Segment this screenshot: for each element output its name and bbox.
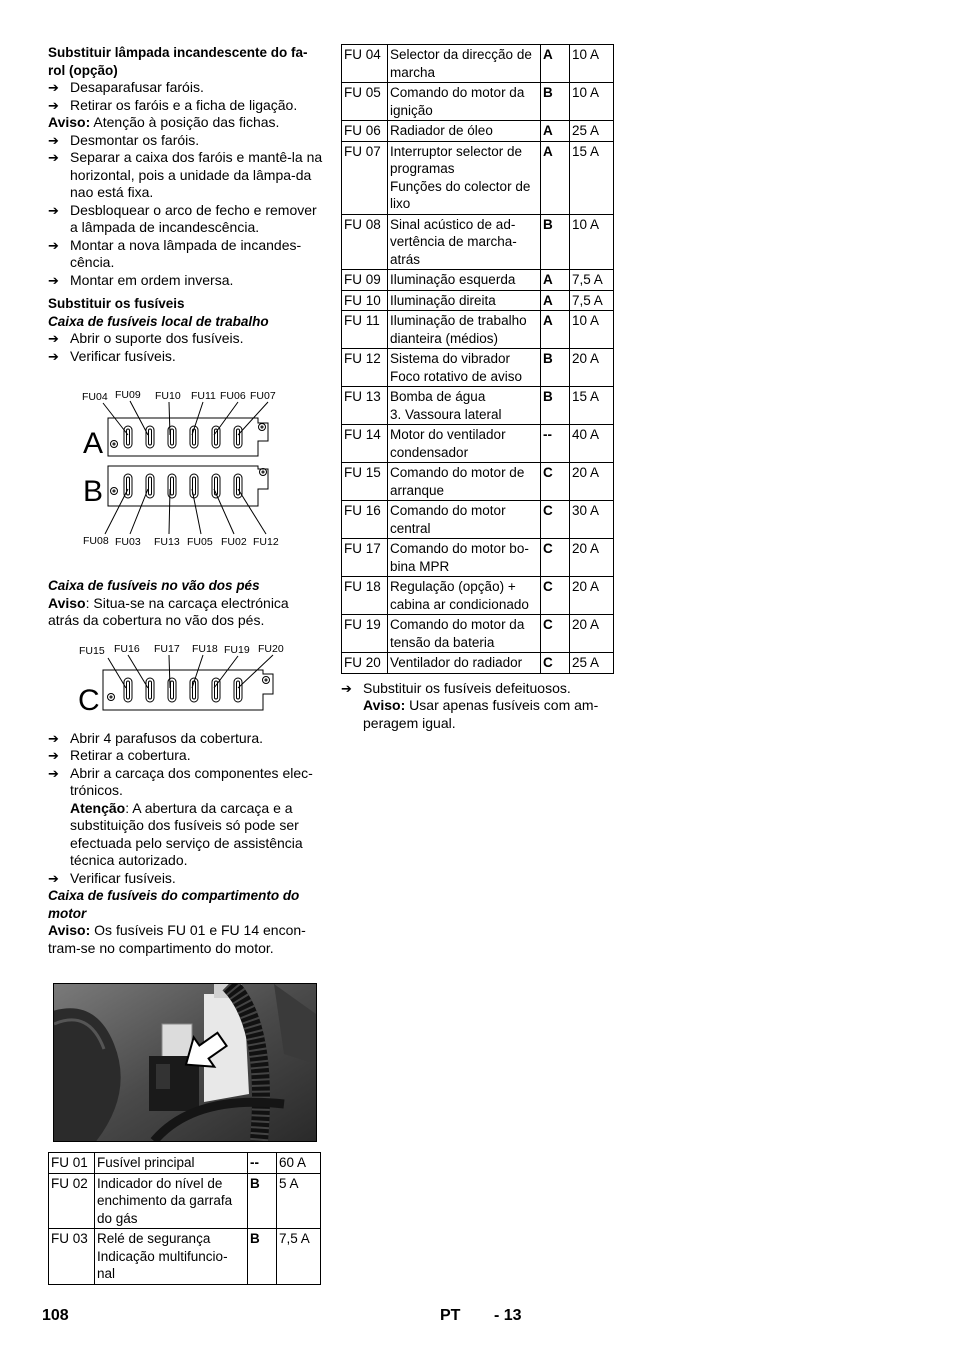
step-item: ➔ Verificar fusíveis. [48, 869, 176, 886]
cell-desc: Iluminação direita [388, 290, 541, 311]
table-row [342, 214, 614, 270]
cell-desc: Bomba de água 3. Vassoura lateral [388, 387, 541, 425]
cell-box: C [541, 615, 570, 653]
cell-box: B [541, 387, 570, 425]
cell-amp: 20 A [570, 577, 614, 615]
cell-id: FU 12 [342, 349, 388, 387]
cell-amp: 10 A [570, 45, 614, 83]
label-fu16: FU16 [114, 642, 140, 655]
cell-desc: Comando do motor bo-bina MPR [388, 539, 541, 577]
cell-id: FU 16 [342, 501, 388, 539]
fuse-slot-inner [127, 429, 130, 445]
cell-amp: 5 A [277, 1173, 321, 1229]
cell-amp: 25 A [570, 121, 614, 142]
label-fu09: FU09 [115, 389, 141, 401]
label-fu18: FU18 [192, 642, 218, 655]
fuse-table-left [48, 1152, 321, 1285]
fusebox-ab-diagram [48, 371, 323, 561]
fuse-slot-inner [171, 477, 174, 495]
section-title-fuses: Substituir os fusíveis [48, 296, 185, 311]
cell-box: A [541, 270, 570, 291]
table-row [49, 1229, 321, 1285]
cell-id: FU 10 [342, 290, 388, 311]
step-item: ➔ Retirar os faróis e a ficha de ligação. [48, 96, 298, 113]
table-row [342, 501, 614, 539]
arrow-right-icon: ➔ [48, 150, 59, 165]
label-fu19: FU19 [224, 643, 250, 656]
cell-box: A [541, 45, 570, 83]
label-fu06: FU06 [220, 390, 246, 402]
fuse-slot-inner [193, 477, 196, 495]
fusebox-c-outline [103, 670, 273, 710]
fuse-slot [168, 474, 176, 498]
cell-box: A [541, 121, 570, 142]
cell-desc: Regulação (opção) + cabina ar condicionado [388, 577, 541, 615]
cell-box: C [541, 463, 570, 501]
cell-box: A [541, 311, 570, 349]
cell-desc: Relé de segurança Indicação multifuncio-nal [95, 1229, 248, 1285]
label-fu08: FU08 [83, 535, 109, 547]
language-code: PT [440, 1307, 461, 1324]
arrow-right-icon: ➔ [48, 237, 59, 253]
label-fu05: FU05 [187, 536, 213, 548]
step-item: ➔ Montar em ordem inversa. [48, 271, 234, 288]
cell-desc: Iluminação de trabalho dianteira (médios) [388, 311, 541, 349]
cell-amp: 10 A [570, 311, 614, 349]
cell-id: FU 17 [342, 539, 388, 577]
table-row [342, 311, 614, 349]
cell-id: FU 07 [342, 141, 388, 214]
cell-box: C [541, 539, 570, 577]
label-fu02: FU02 [221, 536, 247, 548]
cell-amp: 30 A [570, 501, 614, 539]
fuse-slot [234, 678, 242, 702]
cell-box: -- [541, 425, 570, 463]
cell-id: FU 01 [49, 1153, 95, 1174]
headlamp-steps [48, 79, 323, 114]
cell-desc: Fusível principal [95, 1153, 248, 1174]
table-row [342, 45, 614, 83]
table-row [342, 290, 614, 311]
subsection-engine-fusebox: Caixa de fusíveis do compartimento do motor [48, 888, 300, 921]
arrow-right-icon: ➔ [48, 132, 59, 148]
fuse-slot [190, 474, 198, 498]
cell-id: FU 11 [342, 311, 388, 349]
cell-amp: 40 A [570, 425, 614, 463]
cell-desc: Sinal acústico de ad-vertência de marcha-atrás [388, 214, 541, 270]
cell-id: FU 19 [342, 615, 388, 653]
fusebox-c-diagram [48, 630, 323, 730]
footwell-steps-2 [48, 870, 323, 888]
cell-box: C [541, 653, 570, 674]
cell-box: B [541, 83, 570, 121]
cell-desc: Comando do motor central [388, 501, 541, 539]
label-fu10: FU10 [155, 390, 181, 402]
table-row [49, 1153, 321, 1174]
letter-b: B [83, 475, 104, 508]
fuse-slot-inner [237, 429, 240, 445]
fuse-slot [124, 678, 132, 702]
table-row [342, 615, 614, 653]
fuse-slot [168, 678, 176, 702]
cell-id: FU 14 [342, 425, 388, 463]
cell-amp: 20 A [570, 463, 614, 501]
cell-id: FU 18 [342, 577, 388, 615]
left-column [48, 44, 323, 957]
cell-desc: Iluminação esquerda [388, 270, 541, 291]
subsection-footwell-fusebox: Caixa de fusíveis no vão dos pés [48, 578, 260, 593]
step-item: ➔ Abrir 4 parafusos da cobertura. [48, 729, 263, 746]
arrow-right-icon: ➔ [48, 765, 59, 781]
fuse-slot [146, 678, 154, 702]
cell-id: FU 15 [342, 463, 388, 501]
cell-amp: 60 A [277, 1153, 321, 1174]
table-row [342, 121, 614, 142]
step-item: ➔ Verificar fusíveis. [48, 347, 176, 364]
cell-amp: 25 A [570, 653, 614, 674]
step-item: ➔ Abrir a carcaça dos componentes elec-trónicos. [48, 764, 313, 798]
fuse-slot-inner [171, 681, 174, 699]
label-fu17: FU17 [154, 642, 180, 655]
fuse-slot-inner [215, 681, 218, 699]
cell-box: B [541, 349, 570, 387]
footwell-steps [48, 730, 323, 800]
table-row [342, 653, 614, 674]
label-fu03: FU03 [115, 536, 141, 548]
arrow-right-icon: ➔ [341, 680, 352, 696]
work-fusebox-steps [48, 330, 323, 365]
cell-id: FU 03 [49, 1229, 95, 1285]
cell-amp: 10 A [570, 83, 614, 121]
cell-amp: 20 A [570, 539, 614, 577]
cell-id: FU 02 [49, 1173, 95, 1229]
arrow-right-icon: ➔ [48, 748, 59, 763]
table-row [342, 83, 614, 121]
cell-amp: 10 A [570, 214, 614, 270]
letter-a: A [83, 427, 104, 460]
fuse-slot [146, 474, 154, 498]
table-row [342, 141, 614, 214]
fuse-slot-inner [149, 681, 152, 699]
cell-box: C [541, 501, 570, 539]
replace-step: ➔ Substituir os fusíveis defeituosos. [341, 679, 571, 696]
arrow-right-icon: ➔ [48, 202, 59, 218]
fuse-slot-inner [193, 429, 196, 445]
cell-id: FU 13 [342, 387, 388, 425]
cell-desc: Comando do motor da ignição [388, 83, 541, 121]
arrow-right-icon: ➔ [48, 97, 59, 113]
cell-box: A [541, 290, 570, 311]
cell-id: FU 06 [342, 121, 388, 142]
headlamp-steps-2 [48, 132, 323, 290]
table-row [342, 539, 614, 577]
fuse-slot-inner [127, 681, 130, 699]
cell-box: C [541, 577, 570, 615]
fuse-slot-inner [193, 681, 196, 699]
cell-id: FU 05 [342, 83, 388, 121]
engine-note: Aviso: Os fusíveis FU 01 e FU 14 encon-tram-se no compartimento do motor. [48, 922, 306, 956]
step-item: ➔ Desbloquear o arco de fecho e remover a lâmpada de incandescência. [48, 201, 317, 235]
replace-note: Aviso: Usar apenas fusíveis com am-peragem igual. [363, 697, 599, 731]
arrow-right-icon: ➔ [48, 730, 59, 746]
cell-id: FU 04 [342, 45, 388, 83]
cell-amp: 15 A [570, 387, 614, 425]
step-item: ➔ Desmontar os faróis. [48, 131, 200, 148]
cell-desc: Comando do motor de arranque [388, 463, 541, 501]
cell-desc: Radiador de óleo [388, 121, 541, 142]
step-item: ➔ Desaparafusar faróis. [48, 79, 204, 95]
step-item: ➔ Montar a nova lâmpada de incandes-cência. [48, 236, 302, 270]
cell-id: FU 20 [342, 653, 388, 674]
cell-desc: Ventilador do radiador [388, 653, 541, 674]
cell-amp: 20 A [570, 349, 614, 387]
cell-amp: 7,5 A [570, 270, 614, 291]
label-fu15: FU15 [79, 644, 105, 657]
cell-box: B [248, 1229, 277, 1285]
arrow-right-icon: ➔ [48, 870, 59, 886]
cell-desc: Sistema do vibrador Foco rotativo de aviso [388, 349, 541, 387]
step-item: ➔ Retirar a cobertura. [48, 747, 191, 763]
cell-amp: 15 A [570, 141, 614, 214]
label-fu13: FU13 [154, 536, 180, 548]
label-fu07: FU07 [250, 390, 276, 402]
fuse-slot-inner [149, 429, 152, 445]
engine-compartment-photo [53, 983, 317, 1142]
sub-page-number: - 13 [494, 1307, 522, 1324]
cell-amp: 7,5 A [570, 290, 614, 311]
letter-c: C [78, 683, 100, 717]
cell-id: FU 08 [342, 214, 388, 270]
cell-amp: 20 A [570, 615, 614, 653]
footwell-note: Aviso: Situa-se na carcaça electrónica atrás da cobertura no vão dos pés. [48, 594, 289, 628]
table-row [342, 577, 614, 615]
fuse-slot-inner [171, 429, 174, 445]
section-title-headlamp: Substituir lâmpada incandescente do fa-rol (opção) [48, 45, 308, 78]
table-row [342, 425, 614, 463]
table-row [342, 387, 614, 425]
label-fu04: FU04 [82, 391, 108, 403]
cell-amp: 7,5 A [277, 1229, 321, 1285]
arrow-right-icon: ➔ [48, 348, 59, 364]
cell-id: FU 09 [342, 270, 388, 291]
fuse-slot-inner [237, 681, 240, 699]
table-row [342, 463, 614, 501]
arrow-right-icon: ➔ [48, 80, 59, 95]
cell-desc: Comando do motor da tensão da bateria [388, 615, 541, 653]
cell-box: -- [248, 1153, 277, 1174]
arrow-right-icon: ➔ [48, 272, 59, 288]
fuse-table-right [341, 44, 614, 674]
cell-desc: Indicador do nível de enchimento da garrafa do gás [95, 1173, 248, 1229]
label-fu11: FU11 [191, 390, 216, 402]
table-row [49, 1173, 321, 1229]
cell-box: B [248, 1173, 277, 1229]
cell-desc: Motor do ventilador condensador [388, 425, 541, 463]
page-number: 108 [42, 1307, 69, 1324]
cell-box: A [541, 141, 570, 214]
step-item: ➔ Separar a caixa dos faróis e mantê-la na horizontal, pois a unidade da lâmpa-da nao está fixa. [48, 149, 323, 200]
headlamp-note: Aviso: Atenção à posição das fichas. [48, 114, 280, 130]
label-fu20: FU20 [258, 642, 284, 655]
cell-desc: Selector da direcção de marcha [388, 45, 541, 83]
table-row [342, 349, 614, 387]
cell-desc: Interruptor selector de programas Funções do colector de lixo [388, 141, 541, 214]
arrow-right-icon: ➔ [48, 331, 59, 346]
cell-box: B [541, 214, 570, 270]
label-fu12: FU12 [253, 536, 279, 548]
fuse-slot-inner [237, 477, 240, 495]
fuse-slot-inner [127, 477, 130, 495]
right-column [341, 44, 614, 732]
footwell-warning: Atenção: A abertura da carcaça e a substituição dos fusíveis só pode ser efectuada pelo serviço de assistência técnica autorizado. [70, 799, 303, 868]
fuse-slot-inner [149, 477, 152, 495]
subsection-work-fusebox: Caixa de fusíveis local de trabalho [48, 313, 269, 329]
table-row [342, 270, 614, 291]
step-item: ➔ Abrir o suporte dos fusíveis. [48, 330, 244, 346]
